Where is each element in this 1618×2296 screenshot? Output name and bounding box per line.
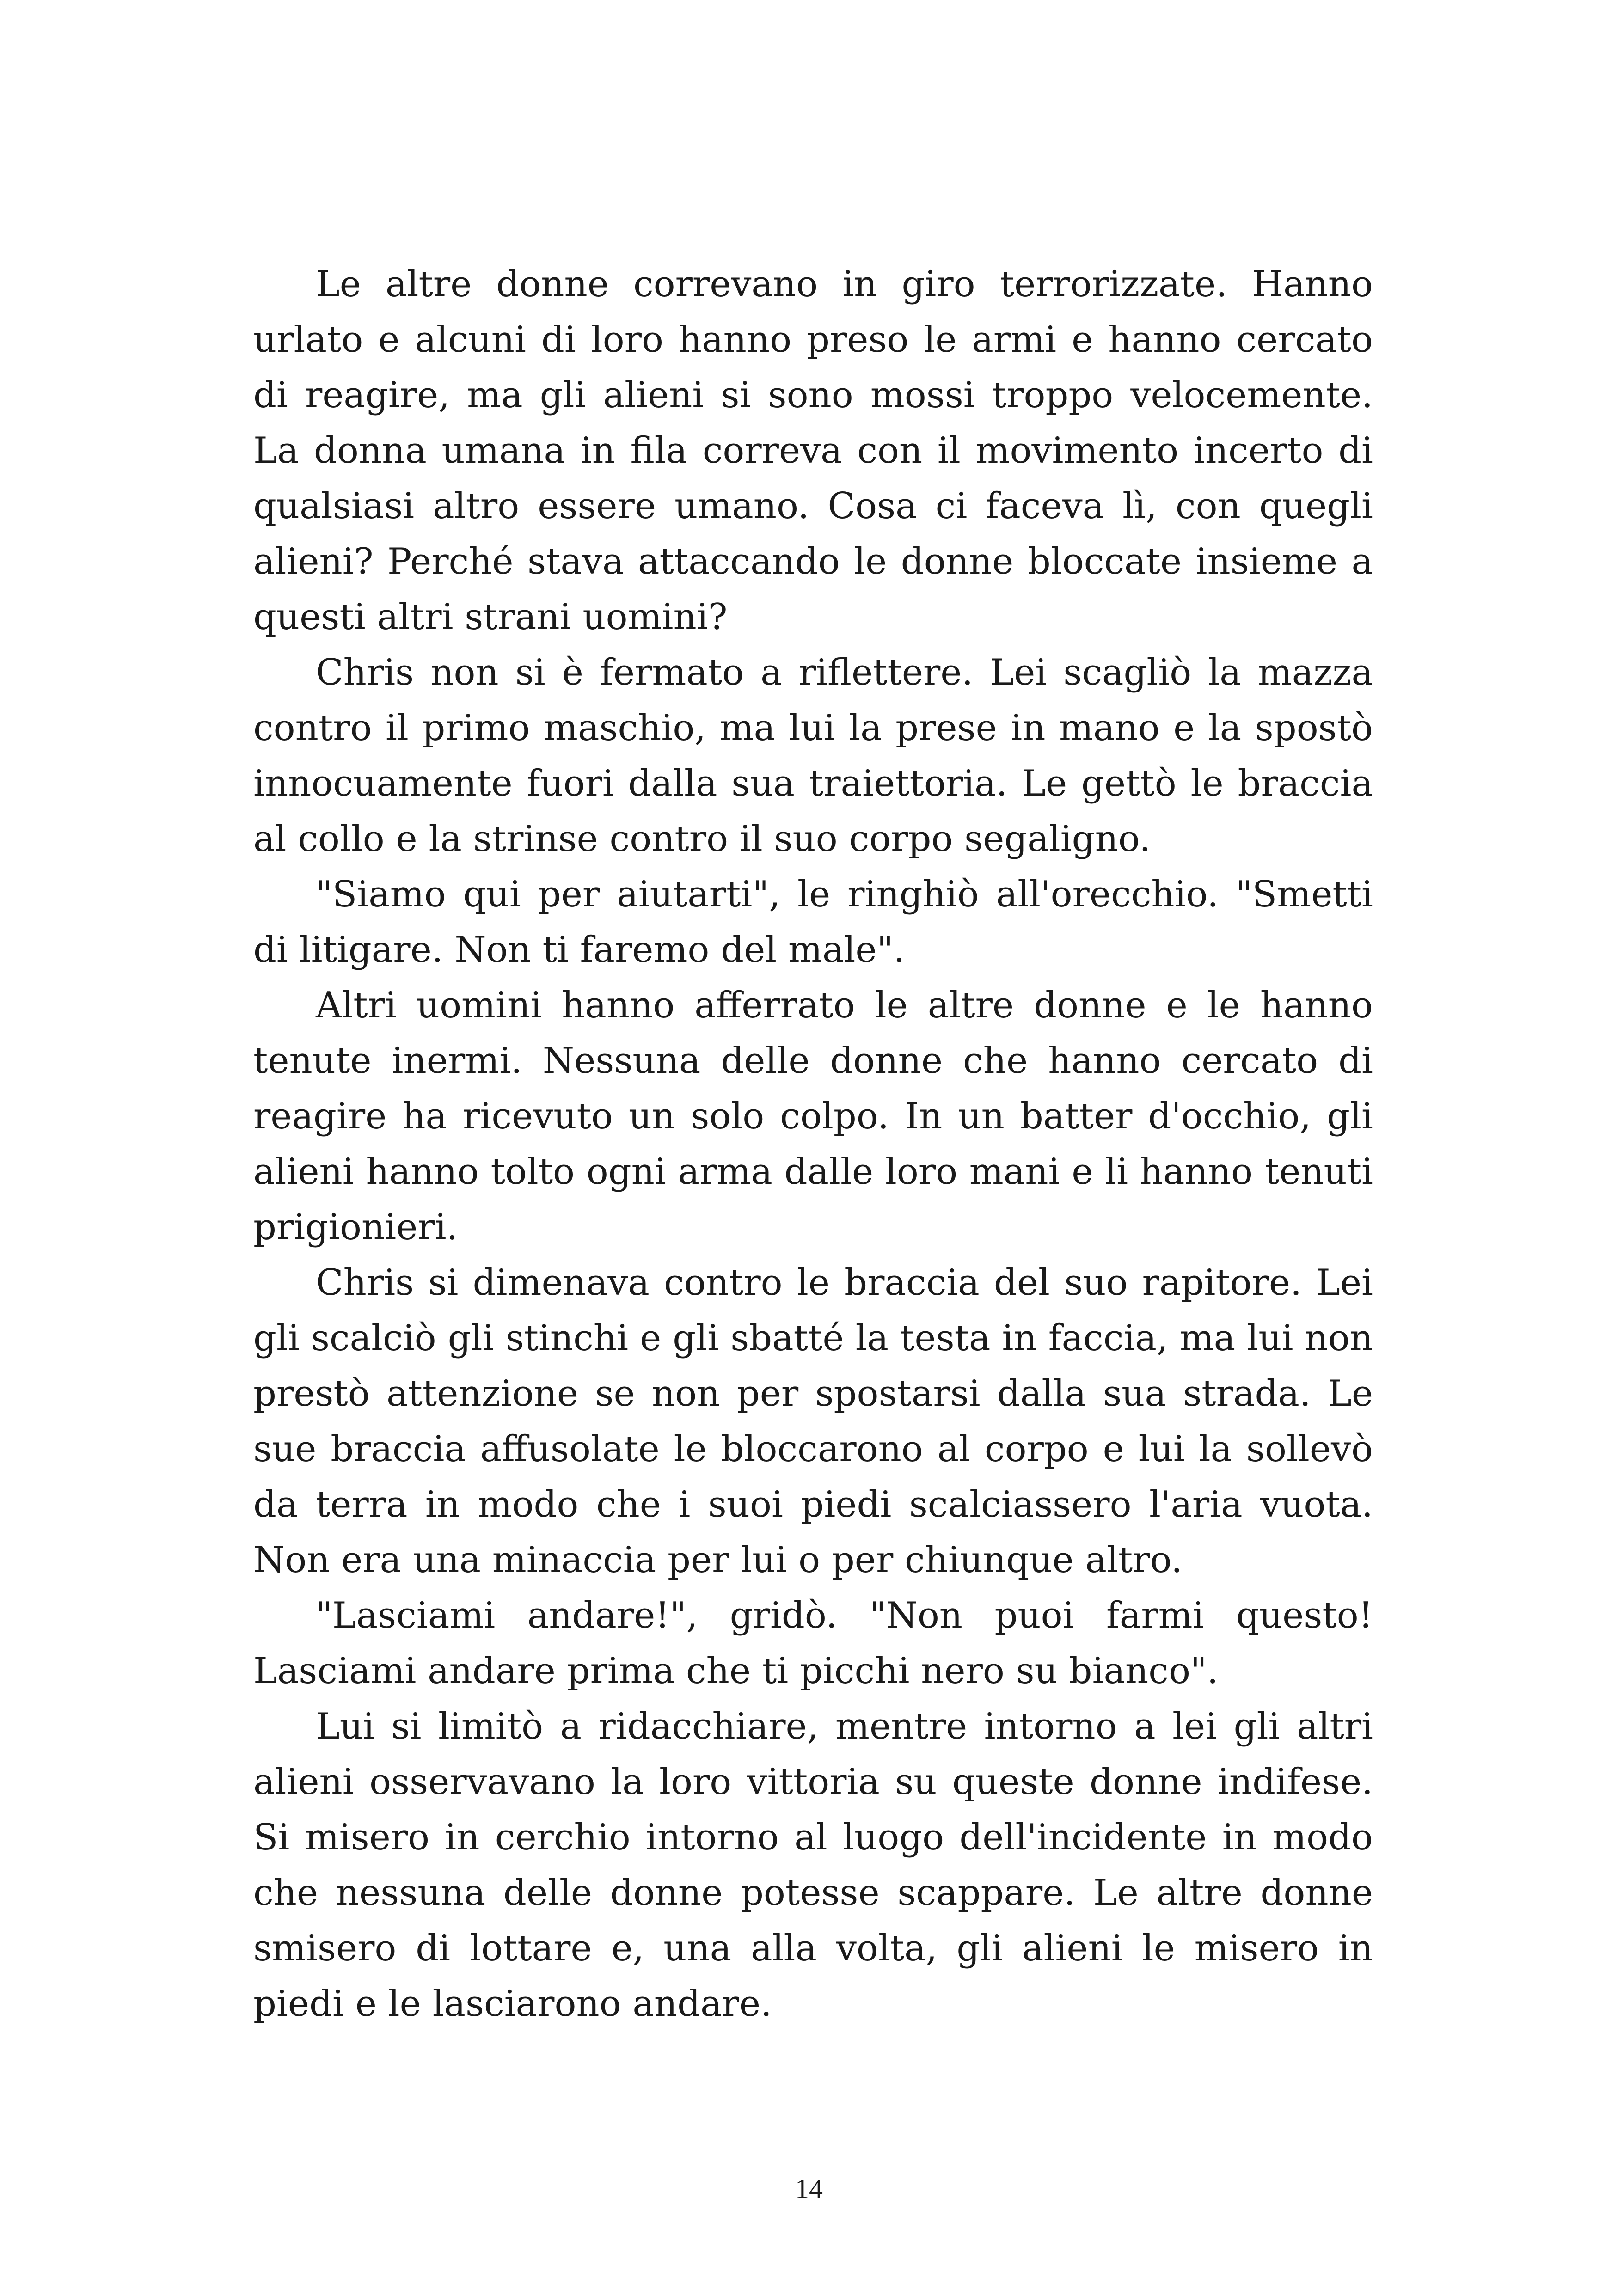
paragraph-1: Le altre donne correvano in giro terrorizzate. Hanno urlato e alcuni di loro hanno preso le armi e hanno cercato di reagire, ma gli alieni si sono mossi troppo velocemente. La donna umana in fila correva con il movimento incerto di qualsiasi altro essere umano. Cosa ci faceva lì, con quegli alieni? Perché stava attaccando le donne bloccate insieme a questi altri strani uomini? xyxy=(253,263,1373,638)
page-number: 14 xyxy=(795,2174,823,2204)
paragraph-4: Altri uomini hanno afferrato le altre donne e le hanno tenute inermi. Nessuna delle donne che hanno cercato di reagire ha ricevuto un solo colpo. In un batter d'occhio, gli alieni hanno tolto ogni arma dalle loro mani e li hanno tenuti prigionieri. xyxy=(253,985,1373,1248)
paragraph-5: Chris si dimenava contro le braccia del suo rapitore. Lei gli scalciò gli stinchi e gli sbatté la testa in faccia, ma lui non prestò attenzione se non per spostarsi dalla sua strada. Le sue braccia affusolate le bloccarono al corpo e lui la sollevò da terra in modo che i suoi piedi scalciassero l'aria vuota. Non era una minaccia per lui o per chiunque altro. xyxy=(253,1262,1373,1581)
paragraph-6: "Lasciami andare!", gridò. "Non puoi farmi questo! Lasciami andare prima che ti picchi nero su bianco". xyxy=(253,1595,1373,1692)
paragraph-2: Chris non si è fermato a riflettere. Lei scagliò la mazza contro il primo maschio, ma lui la prese in mano e la spostò innocuamente fuori dalla sua traiettoria. Le gettò le braccia al collo e la strinse contro il suo corpo segaligno. xyxy=(253,652,1373,860)
paragraph-3: "Siamo qui per aiutarti", le ringhiò all'orecchio. "Smetti di litigare. Non ti faremo del male". xyxy=(253,874,1373,971)
paragraph-7: Lui si limitò a ridacchiare, mentre intorno a lei gli altri alieni osservavano la loro vittoria su queste donne indifese. Si misero in cerchio intorno al luogo dell'incidente in modo che nessuna delle donne potesse scappare. Le altre donne smisero di lottare e, una alla volta, gli alieni le misero in piedi e le lasciarono andare. xyxy=(253,1706,1373,2025)
body-text xyxy=(253,257,1373,2032)
